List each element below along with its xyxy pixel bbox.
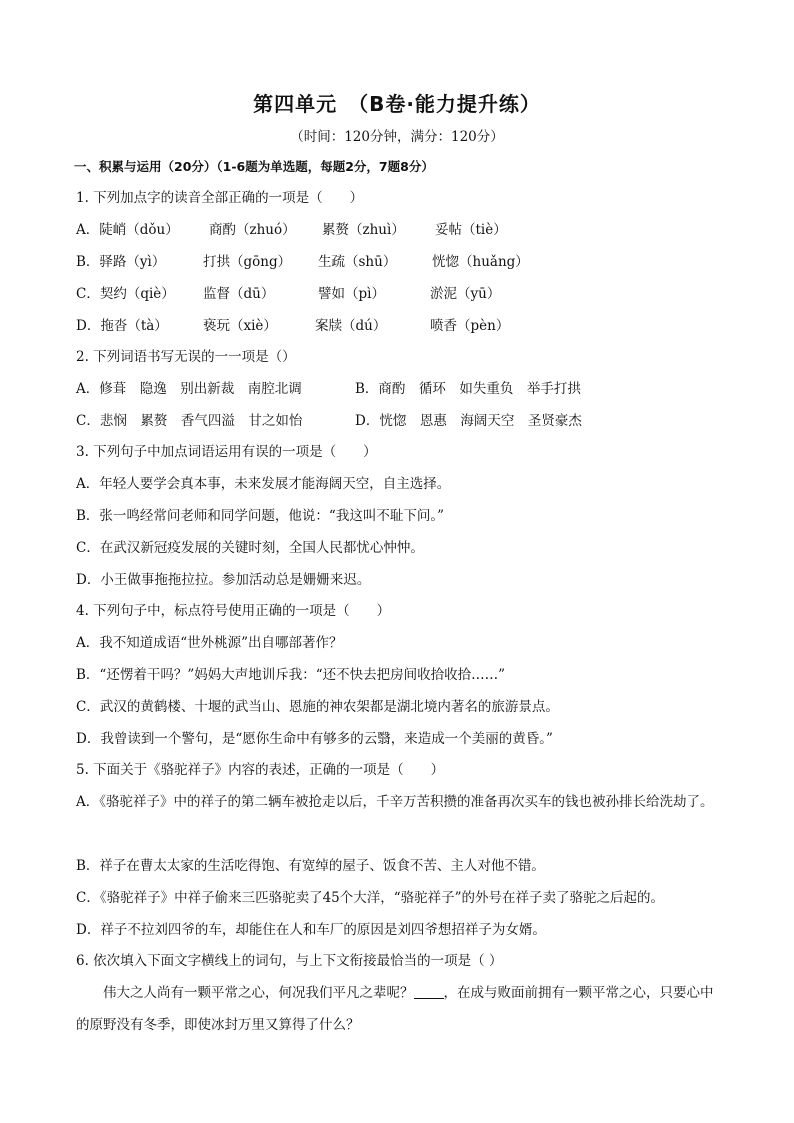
question-2-stem: 2. 下列词语书写无误的一一项是（） xyxy=(76,349,296,365)
q1-option-a-2: 商酌（zhuó） xyxy=(209,222,296,238)
q4-option-a: A．我不知道成语“世外桃源”出自哪部著作？ xyxy=(76,635,343,651)
q2-option-d: D．恍惚 恩惠 海阔天空 圣贤豪杰 xyxy=(355,413,582,429)
q2-option-c: C．悲悯 累赘 香气四溢 甘之如怡 xyxy=(76,413,303,429)
q3-option-b: B．张一鸣经常问老师和同学问题，他说：“我这叫不耻下问。” xyxy=(76,508,444,524)
q1-option-b-2: 打拱（gōng） xyxy=(203,254,292,270)
q6-passage xyxy=(76,977,722,1041)
question-5-stem: 5. 下面关于《骆驼祥子》内容的表述，正确的一项是（ ） xyxy=(76,762,445,778)
q3-option-a: A．年轻人要学会真本事，未来发展才能海阔天空，自主选择。 xyxy=(76,476,451,492)
q5-option-d: D．祥子不拉刘四爷的车，却能住在人和车厂的原因是刘四爷想招祥子为女婿。 xyxy=(76,922,546,938)
q2-option-a: A．修葺 隐逸 别出新裁 南腔北调 xyxy=(76,381,302,397)
q5-option-c: C．《骆驼祥子》中祥子偷来三匹骆驼卖了45个大洋，“骆驼祥子”的外号在祥子卖了骆驼之后起的。 xyxy=(76,890,665,906)
page-title: 第四单元 （B卷·能力提升练） xyxy=(253,92,541,116)
q1-option-b-3: 生疏（shū） xyxy=(318,254,397,270)
q4-option-b: B．“还愣着干吗？”妈妈大声地训斥我：“还不快去把房间收拾收拾……” xyxy=(76,667,506,683)
q3-option-c: C．在武汉新冠疫发展的关键时刻，全国人民都忧心忡忡。 xyxy=(76,540,424,556)
q4-option-d: D．我曾读到一个警句，是“愿你生命中有够多的云翳，来造成一个美丽的黄昏。” xyxy=(76,731,553,747)
q1-option-c-4: 淤泥（yū） xyxy=(430,286,501,302)
q1-option-d-4: 喷香（pèn） xyxy=(430,318,510,334)
q1-option-c-2: 监督（dū） xyxy=(203,286,275,302)
q1-option-d-1: D．拖沓（tà） xyxy=(76,318,168,334)
q1-option-a-1: A．陡峭（dǒu） xyxy=(76,222,179,238)
q1-option-b-4: 恍惚（huǎng） xyxy=(432,254,529,270)
q1-option-d-3: 案牍（dú） xyxy=(315,318,387,334)
exam-time-score: （时间：120分钟，满分：120分） xyxy=(290,129,504,145)
q4-option-c: C．武汉的黄鹤楼、十堰的武当山、恩施的神农架都是湖北境内著名的旅游景点。 xyxy=(76,699,559,715)
q1-option-c-3: 譬如（pì） xyxy=(318,286,385,302)
question-4-stem: 4. 下列句子中，标点符号使用正确的一项是（ ） xyxy=(76,603,391,619)
q6-passage-after: ，在成与败面前拥有一颗平常之心，只要心中的原野没有冬季，即使冰封万里又算得了什么？ xyxy=(76,985,714,1033)
section-heading: 一、积累与运用（20分）（1-6题为单选题，每题2分，7题8分） xyxy=(74,159,434,174)
q1-option-c-1: C．契约（qiè） xyxy=(76,286,175,302)
q1-option-a-3: 累赘（zhuì） xyxy=(322,222,405,238)
question-1-stem: 1. 下列加点字的读音全部正确的一项是（ ） xyxy=(76,190,364,206)
q2-option-b: B．商酌 循环 如失重负 举手打拱 xyxy=(355,381,581,397)
question-3-stem: 3. 下列句子中加点词语运用有误的一项是（ ） xyxy=(76,444,377,460)
question-6-stem: 6. 依次填入下面文字横线上的词句，与上下文衔接最恰当的一项是（ ） xyxy=(76,953,503,969)
fill-in-blank xyxy=(414,984,444,999)
q5-option-a: A．《骆驼祥子》中的祥子的第二辆车被抢走以后，千辛万苦积攒的准备再次买车的钱也被孙排长给洗劫了。 xyxy=(76,794,714,810)
q3-option-d: D．小王做事拖拖拉拉。参加活动总是姗姗来迟。 xyxy=(76,572,371,588)
q5-option-b: B．祥子在曹太太家的生活吃得饱、有宽绰的屋子、饭食不苦、主人对他不错。 xyxy=(76,858,545,874)
q6-passage-before: 伟大之人尚有一颗平常之心，何况我们平凡之辈呢？ xyxy=(103,985,414,1001)
q1-option-a-4: 妥帖（tiè） xyxy=(435,222,507,238)
q1-option-d-2: 亵玩（xiè） xyxy=(203,318,277,334)
q1-option-b-1: B．驿路（yì） xyxy=(76,254,166,270)
